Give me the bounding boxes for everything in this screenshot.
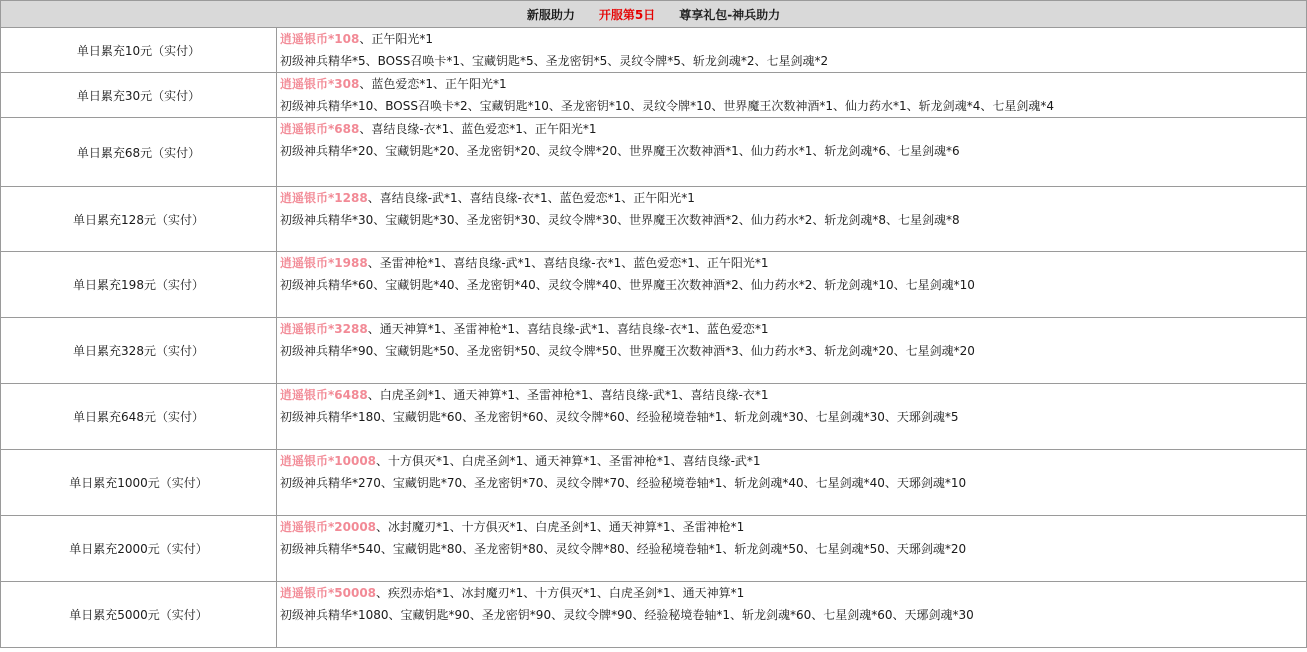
reward-items: 、蓝色爱恋*1、正午阳光*1 [359, 77, 507, 91]
reward-line-2: 初级神兵精华*270、宝藏钥匙*70、圣龙密钥*70、灵纹令牌*70、经验秘境卷轴*1、斩龙剑魂*40、七星剑魂*40、天琊剑魂*10 [280, 476, 967, 490]
reward-items: 、喜结良缘-武*1、喜结良缘-衣*1、蓝色爱恋*1、正午阳光*1 [367, 191, 695, 205]
reward-items: 、喜结良缘-衣*1、蓝色爱恋*1、正午阳光*1 [359, 122, 597, 136]
reward-line-1 [280, 73, 1306, 95]
reward-line-1 [280, 384, 1306, 406]
reward-row [1, 28, 1307, 73]
reward-line-1 [280, 252, 1306, 274]
header-title-1: 新服助力 [526, 7, 575, 22]
coin-reward: 逍遥银币*6488 [280, 388, 368, 402]
reward-row [1, 516, 1307, 582]
reward-items: 、十方俱灭*1、白虎圣剑*1、通天神算*1、圣雷神枪*1、喜结良缘-武*1 [376, 454, 761, 468]
coin-reward: 逍遥银币*1288 [280, 191, 368, 205]
reward-line-1 [280, 187, 1306, 209]
reward-cell [277, 384, 1307, 450]
reward-row [1, 187, 1307, 252]
coin-reward: 逍遥银币*108 [280, 32, 360, 46]
reward-cell [277, 187, 1307, 252]
reward-cell [277, 118, 1307, 187]
reward-cell [277, 582, 1307, 648]
coin-reward: 逍遥银币*10008 [280, 454, 377, 468]
reward-row [1, 582, 1307, 648]
header-row [1, 1, 1307, 28]
tier-label: 单日累充1000元（实付） [1, 450, 277, 516]
reward-line-2: 初级神兵精华*1080、宝藏钥匙*90、圣龙密钥*90、灵纹令牌*90、经验秘境卷轴*1、斩龙剑魂*60、七星剑魂*60、天琊剑魂*30 [280, 608, 974, 622]
reward-line-2: 初级神兵精华*30、宝藏钥匙*30、圣龙密钥*30、灵纹令牌*30、世界魔王次数神酒*2、仙力药水*2、斩龙剑魂*8、七星剑魂*8 [280, 213, 960, 227]
reward-line-2: 初级神兵精华*540、宝藏钥匙*80、圣龙密钥*80、灵纹令牌*80、经验秘境卷轴*1、斩龙剑魂*50、七星剑魂*50、天琊剑魂*20 [280, 542, 967, 556]
reward-row [1, 318, 1307, 384]
reward-line-2: 初级神兵精华*60、宝藏钥匙*40、圣龙密钥*40、灵纹令牌*40、世界魔王次数神酒*2、仙力药水*2、斩龙剑魂*10、七星剑魂*10 [280, 278, 975, 292]
header-title-3: 尊享礼包-神兵助力 [679, 7, 781, 22]
reward-cell [277, 450, 1307, 516]
reward-items: 、正午阳光*1 [359, 32, 433, 46]
reward-row [1, 118, 1307, 187]
reward-line-1 [280, 516, 1306, 538]
reward-line-1 [280, 28, 1306, 50]
coin-reward: 逍遥银币*3288 [280, 322, 368, 336]
reward-line-1 [280, 450, 1306, 472]
reward-line-2: 初级神兵精华*90、宝藏钥匙*50、圣龙密钥*50、灵纹令牌*50、世界魔王次数神酒*3、仙力药水*3、斩龙剑魂*20、七星剑魂*20 [280, 344, 975, 358]
coin-reward: 逍遥银币*50008 [280, 586, 377, 600]
tier-label: 单日累充5000元（实付） [1, 582, 277, 648]
reward-cell [277, 28, 1307, 73]
reward-line-2: 初级神兵精华*20、宝藏钥匙*20、圣龙密钥*20、灵纹令牌*20、世界魔王次数神酒*1、仙力药水*1、斩龙剑魂*6、七星剑魂*6 [280, 144, 960, 158]
reward-line-2: 初级神兵精华*5、BOSS召唤卡*1、宝藏钥匙*5、圣龙密钥*5、灵纹令牌*5、斩龙剑魂*2、七星剑魂*2 [280, 54, 829, 68]
reward-row [1, 384, 1307, 450]
reward-cell [277, 516, 1307, 582]
coin-reward: 逍遥银币*308 [280, 77, 360, 91]
tier-label: 单日累充128元（实付） [1, 187, 277, 252]
reward-cell [277, 73, 1307, 118]
reward-row [1, 450, 1307, 516]
coin-reward: 逍遥银币*688 [280, 122, 360, 136]
coin-reward: 逍遥银币*20008 [280, 520, 377, 534]
reward-items: 、通天神算*1、圣雷神枪*1、喜结良缘-武*1、喜结良缘-衣*1、蓝色爱恋*1 [367, 322, 769, 336]
header-title-2: 开服第5日 [598, 7, 656, 22]
reward-cell [277, 318, 1307, 384]
reward-row [1, 73, 1307, 118]
tier-label: 单日累充648元（实付） [1, 384, 277, 450]
reward-items: 、白虎圣剑*1、通天神算*1、圣雷神枪*1、喜结良缘-武*1、喜结良缘-衣*1 [367, 388, 769, 402]
reward-line-2: 初级神兵精华*180、宝藏钥匙*60、圣龙密钥*60、灵纹令牌*60、经验秘境卷轴*1、斩龙剑魂*30、七星剑魂*30、天琊剑魂*5 [280, 410, 959, 424]
reward-cell [277, 252, 1307, 318]
tier-label: 单日累充30元（实付） [1, 73, 277, 118]
reward-line-1 [280, 582, 1306, 604]
tier-label: 单日累充198元（实付） [1, 252, 277, 318]
header-cell [1, 1, 1307, 28]
reward-line-2: 初级神兵精华*10、BOSS召唤卡*2、宝藏钥匙*10、圣龙密钥*10、灵纹令牌*10、世界魔王次数神酒*1、仙力药水*1、斩龙剑魂*4、七星剑魂*4 [280, 99, 1054, 113]
reward-row [1, 252, 1307, 318]
tier-label: 单日累充328元（实付） [1, 318, 277, 384]
reward-items: 、圣雷神枪*1、喜结良缘-武*1、喜结良缘-衣*1、蓝色爱恋*1、正午阳光*1 [367, 256, 769, 270]
tier-label: 单日累充2000元（实付） [1, 516, 277, 582]
reward-items: 、疾烈赤焰*1、冰封魔刃*1、十方俱灭*1、白虎圣剑*1、通天神算*1 [376, 586, 745, 600]
reward-line-1 [280, 318, 1306, 340]
coin-reward: 逍遥银币*1988 [280, 256, 368, 270]
reward-line-1 [280, 118, 1306, 140]
tier-label: 单日累充10元（实付） [1, 28, 277, 73]
reward-items: 、冰封魔刃*1、十方俱灭*1、白虎圣剑*1、通天神算*1、圣雷神枪*1 [376, 520, 745, 534]
tier-label: 单日累充68元（实付） [1, 118, 277, 187]
